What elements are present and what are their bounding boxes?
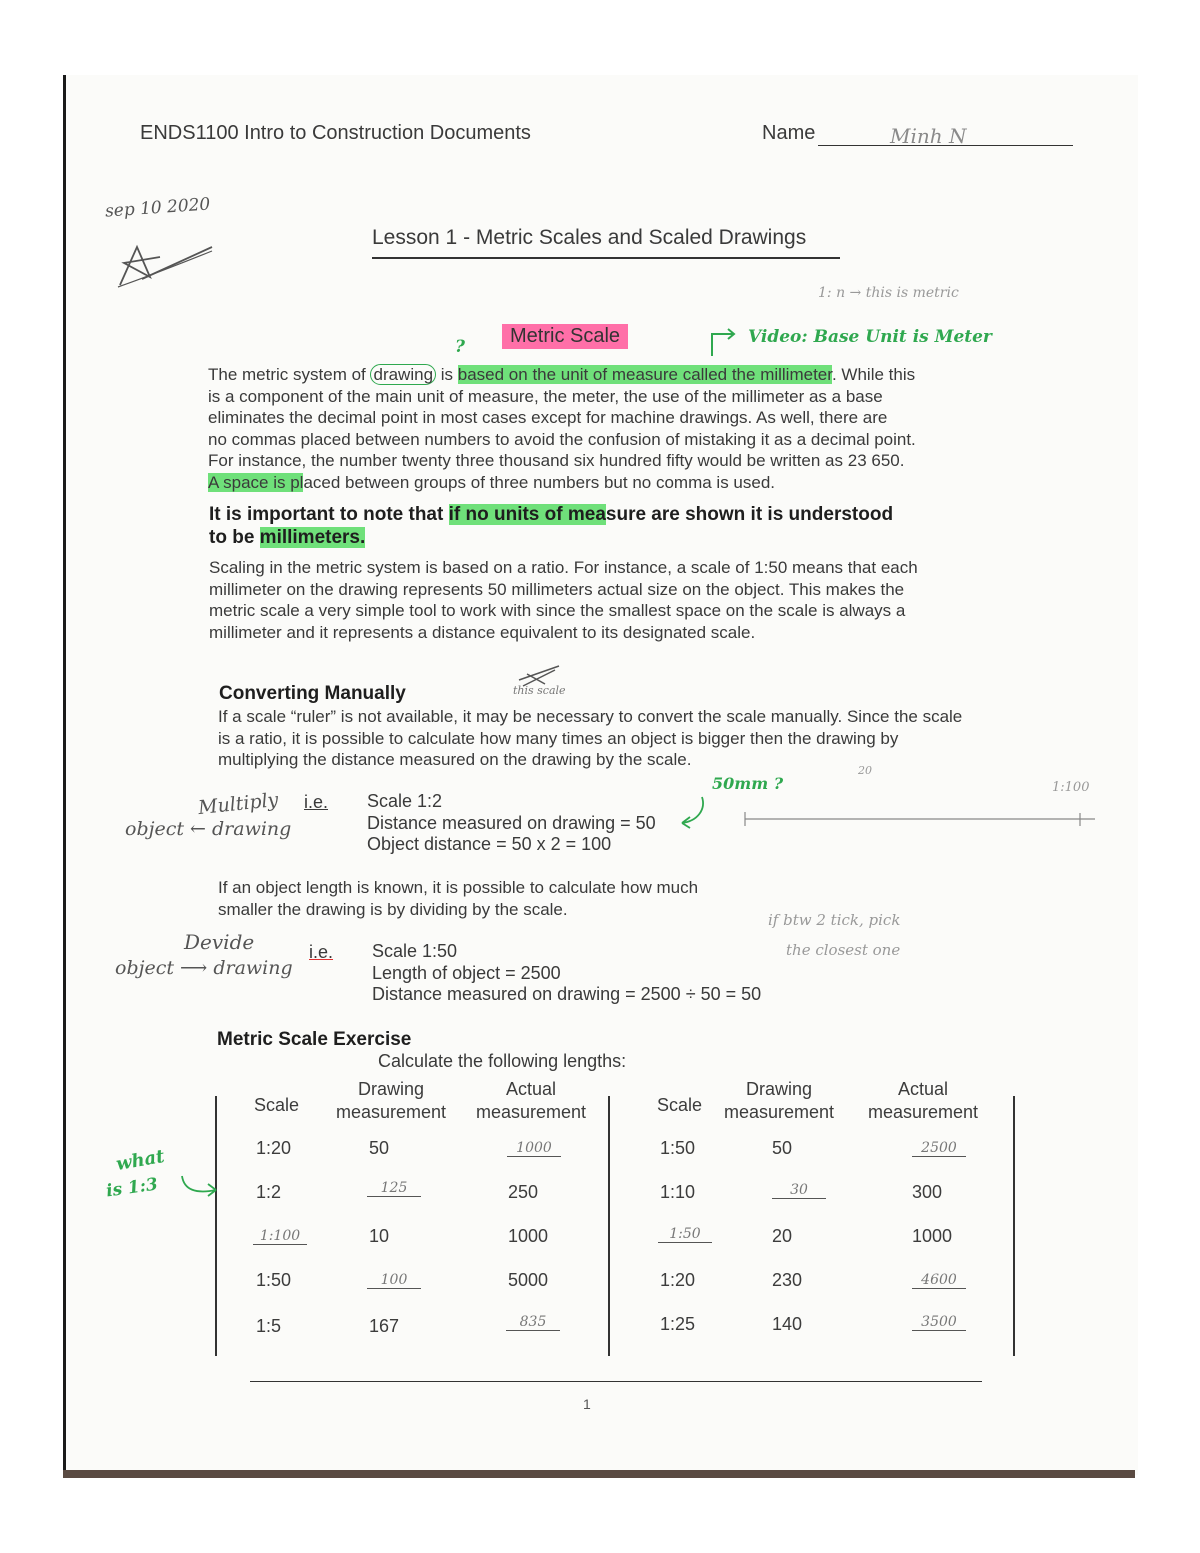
lesson-title-underline <box>372 257 840 259</box>
right-row-4-actual: 4600 <box>912 1272 966 1289</box>
left-header-drawing: Drawing measurement <box>335 1079 447 1122</box>
left-row-2-scale: 1:2 <box>256 1182 282 1202</box>
right-row-1-actual: 2500 <box>912 1140 966 1157</box>
right-row-1-scale: 1:50 <box>660 1138 696 1158</box>
exercise-heading: Metric Scale Exercise <box>217 1029 412 1050</box>
course-title: ENDS1100 Intro to Construction Documents <box>140 122 531 144</box>
intro-line-6: A space is placed between groups of three numbers but no comma is used. <box>208 472 776 492</box>
question-mark-note: ? <box>455 337 465 357</box>
right-row-5-scale: 1:25 <box>660 1314 696 1334</box>
scaling-line-3: metric scale a very simple tool to work with since the smallest space on the scale is always a <box>209 601 906 620</box>
multiply-note: Multiply <box>197 788 280 820</box>
left-row-2-drawing: 125 <box>367 1180 421 1197</box>
tick-note-2: the closest one <box>786 941 901 959</box>
converting-paragraph <box>218 706 962 771</box>
left-row-3-drawing: 10 <box>369 1226 390 1246</box>
right-row-2-actual: 300 <box>912 1182 943 1202</box>
ruler-sketch <box>740 810 1100 830</box>
intro-line-3: eliminates the decimal point in most cases except for machine drawings. As well, there are <box>208 408 888 427</box>
left-row-1-scale: 1:20 <box>256 1138 292 1158</box>
right-header-drawing: Drawing measurement <box>723 1079 835 1122</box>
example-2-line-1: Scale 1:50 <box>372 941 458 961</box>
right-row-5-drawing: 140 <box>772 1314 803 1334</box>
ruler-label-left: 20 <box>858 764 872 777</box>
paper-sheet <box>63 75 1138 1475</box>
divide-line-1: If an object length is known, it is possible to calculate how much <box>218 878 699 897</box>
ie-label-1: i.e. <box>304 792 329 812</box>
video-note: Video: Base Unit is Meter <box>748 327 992 347</box>
left-row-3-scale: 1:100 <box>253 1228 307 1245</box>
example-2-line-3: Distance measured on drawing = 2500 ÷ 50 = 50 <box>372 984 762 1004</box>
example-1-line-1: Scale 1:2 <box>367 791 443 811</box>
right-row-4-drawing: 230 <box>772 1270 803 1290</box>
right-row-3-drawing: 20 <box>772 1226 793 1246</box>
right-row-1-drawing: 50 <box>772 1138 793 1158</box>
name-value: Minh N <box>890 124 967 148</box>
scaling-line-1: Scaling in the metric system is based on a ratio. For instance, a scale of 1:50 means that each <box>209 558 918 577</box>
tick-note-1: if btw 2 tick, pick <box>768 911 901 929</box>
example-1 <box>367 791 656 856</box>
left-header-actual: Actual measurement <box>475 1079 587 1122</box>
table-middle-divider <box>608 1096 610 1356</box>
ruler-label-right: 1:100 <box>1052 780 1090 795</box>
left-row-5-scale: 1:5 <box>256 1316 282 1336</box>
left-row-4-scale: 1:50 <box>256 1270 292 1290</box>
right-header-actual: Actual measurement <box>867 1079 979 1122</box>
important-note <box>209 503 893 549</box>
divide-direction: object ⟶ drawing <box>115 957 293 979</box>
multiply-direction: object ← drawing <box>125 818 292 840</box>
example-2 <box>372 941 761 1006</box>
right-row-4-scale: 1:20 <box>660 1270 696 1290</box>
signature-scribble <box>112 235 222 295</box>
example-2-line-2: Length of object = 2500 <box>372 962 561 983</box>
right-row-5-actual: 3500 <box>912 1314 966 1331</box>
example-1-line-3: Object distance = 50 x 2 = 100 <box>367 834 612 854</box>
metric-scale-heading: Metric Scale <box>502 324 628 349</box>
scaling-line-4: millimeter and it represents a distance equivalent to its designated scale. <box>209 622 756 642</box>
lesson-title: Lesson 1 - Metric Scales and Scaled Drawings <box>372 226 807 249</box>
exercise-instruction: Calculate the following lengths: <box>378 1051 627 1071</box>
name-label: Name <box>762 122 816 144</box>
ie-label-2: i.e. <box>309 942 334 962</box>
mm-arrow-icon <box>678 795 708 831</box>
example-1-line-2: Distance measured on drawing = 50 <box>367 812 656 833</box>
converting-line-3: multiplying the distance measured on the drawing by the scale. <box>218 750 692 769</box>
right-row-2-drawing: 30 <box>772 1182 826 1199</box>
table-left-border <box>215 1096 217 1356</box>
left-row-1-actual: 1000 <box>507 1140 561 1157</box>
left-row-1-drawing: 50 <box>369 1138 390 1158</box>
footer-line <box>250 1381 982 1382</box>
arrow-icon <box>706 328 740 358</box>
left-row-4-actual: 5000 <box>508 1270 549 1290</box>
what-note-2: is 1:3 <box>104 1174 160 1202</box>
table-right-border <box>1013 1096 1015 1356</box>
right-row-2-scale: 1:10 <box>660 1182 696 1202</box>
paper-edge <box>63 1470 1135 1478</box>
important-line-1: It is important to note that if no units of measure are shown it is understood <box>209 504 894 525</box>
left-header-scale: Scale <box>254 1095 300 1115</box>
intro-line-1: The metric system of drawing is based on the unit of measure called the millimeter. While this <box>208 365 916 384</box>
converting-heading: Converting Manually <box>219 683 406 704</box>
left-row-4-drawing: 100 <box>367 1272 421 1289</box>
converting-line-2: is a ratio, it is possible to calculate how many times an object is bigger then the drawing by <box>218 728 899 748</box>
scale-note: this scale <box>513 684 566 697</box>
divide-note: Devide <box>184 930 255 954</box>
right-header-scale: Scale <box>657 1095 703 1115</box>
scaling-paragraph <box>209 557 918 643</box>
right-row-3-scale: 1:50 <box>658 1226 712 1243</box>
left-row-2-actual: 250 <box>508 1182 539 1202</box>
scaling-line-2: millimeter on the drawing represents 50 millimeters actual size on the object. This makes the <box>209 579 905 599</box>
intro-line-4: no commas placed between numbers to avoid the confusion of mistaking it as a decimal point. <box>208 429 916 449</box>
page-number: 1 <box>583 1396 591 1412</box>
right-row-3-actual: 1000 <box>912 1226 953 1246</box>
intro-paragraph <box>208 364 916 493</box>
left-row-3-actual: 1000 <box>508 1226 549 1246</box>
curved-arrow-icon <box>178 1172 222 1200</box>
mm-note: 50mm ? <box>712 774 784 793</box>
what-note-1: what <box>114 1145 167 1176</box>
left-row-5-actual: 835 <box>506 1314 560 1331</box>
ratio-note: 1: n → this is metric <box>818 285 959 301</box>
important-line-2: to be millimeters. <box>209 527 366 548</box>
handwritten-date: sep 10 2020 <box>104 194 211 222</box>
intro-line-2: is a component of the main unit of measure, the meter, the use of the millimeter as a base <box>208 386 883 406</box>
divide-line-2: smaller the drawing is by dividing by the scale. <box>218 899 568 919</box>
intro-line-5: For instance, the number twenty three thousand six hundred fifty would be written as 23 650. <box>208 451 905 470</box>
converting-line-1: If a scale “ruler” is not available, it may be necessary to convert the scale manually. Since the scale <box>218 707 963 726</box>
divide-paragraph <box>218 877 698 920</box>
left-row-5-drawing: 167 <box>369 1316 400 1336</box>
